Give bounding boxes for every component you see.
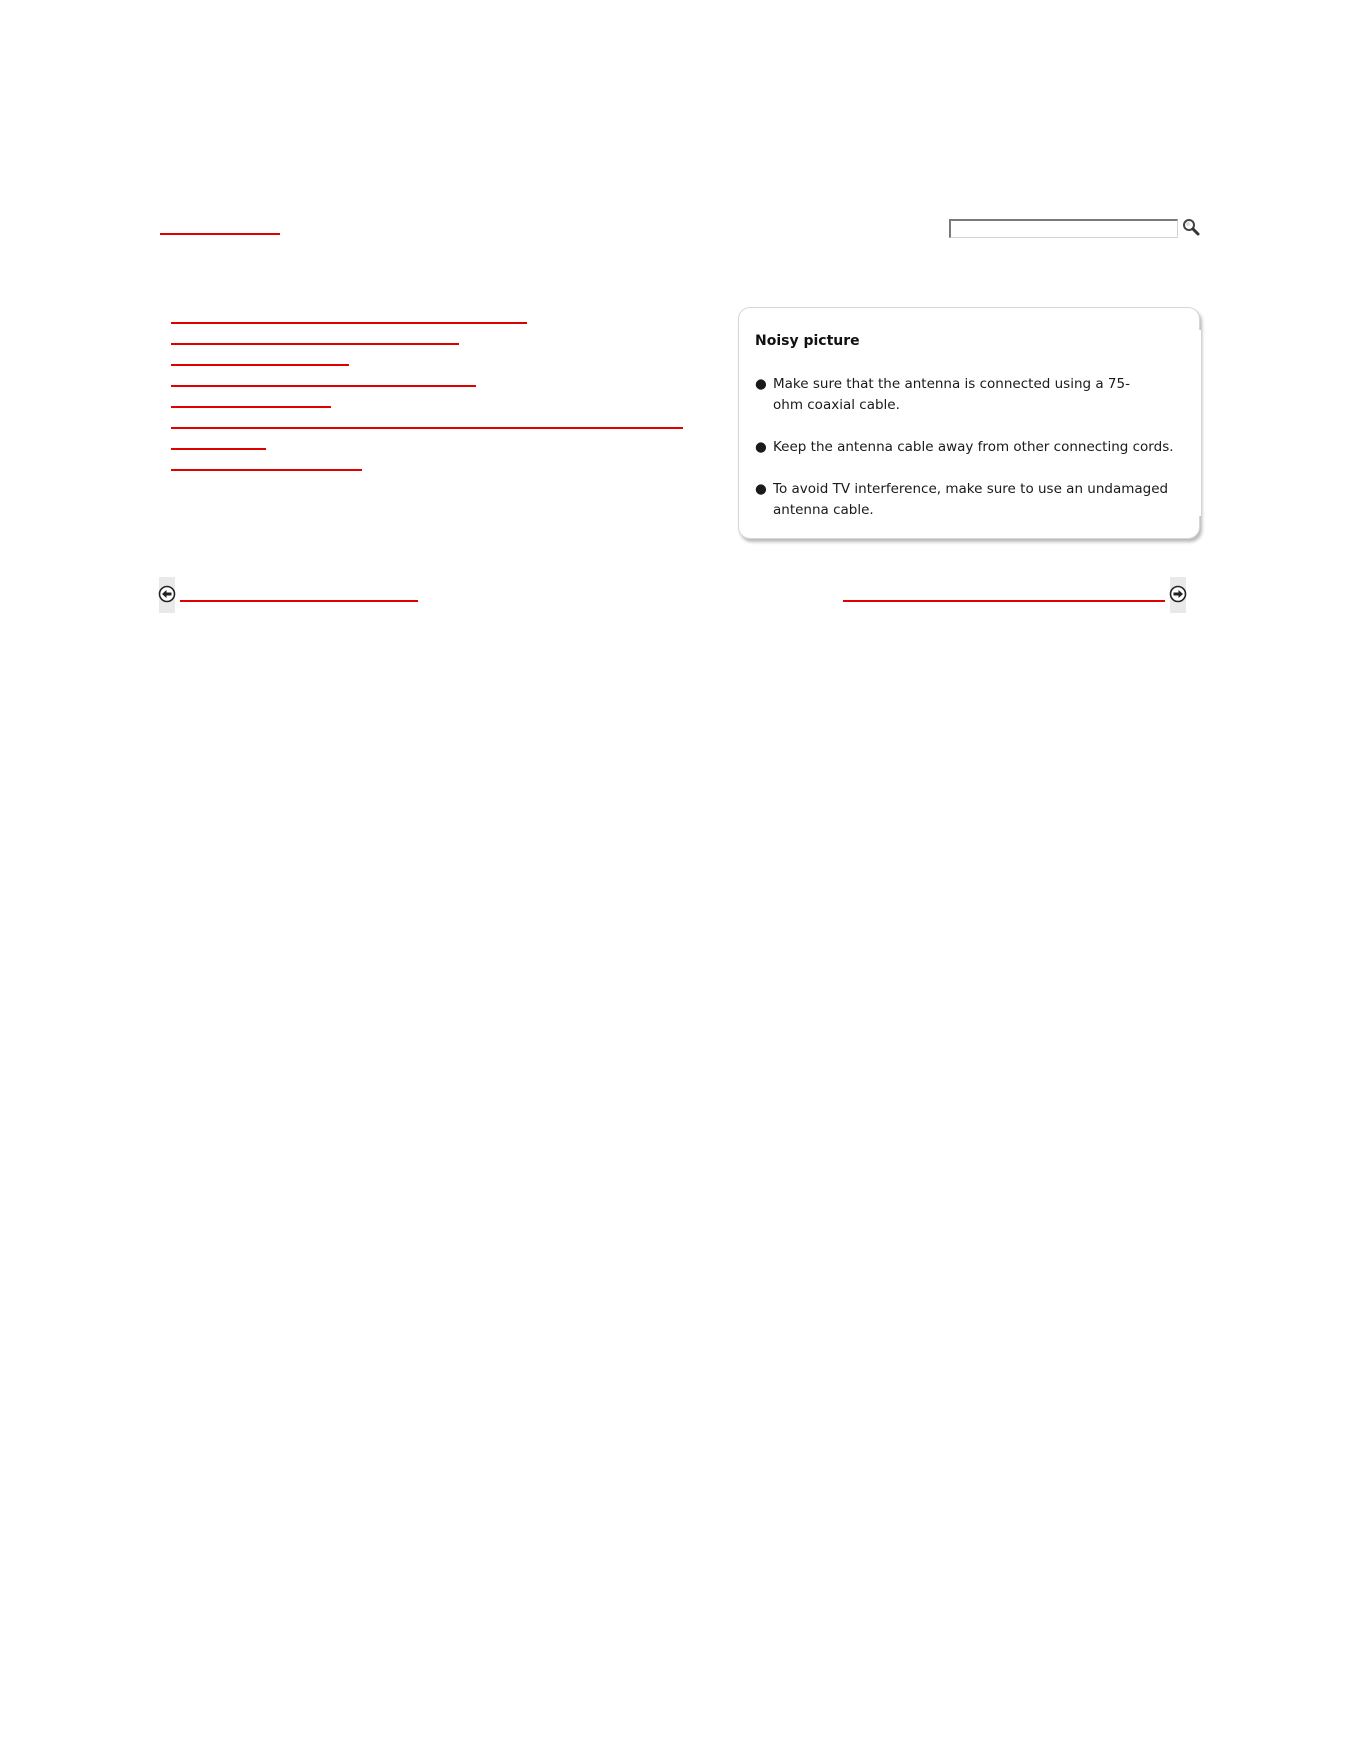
list-link-5[interactable] — [171, 406, 331, 408]
next-button[interactable] — [1169, 585, 1187, 603]
bullet-text: Keep the antenna cable away from other connecting cords. — [773, 439, 1174, 455]
list-link-6-cont[interactable] — [171, 448, 266, 450]
panel-title: Noisy picture — [755, 333, 860, 349]
search-input[interactable] — [949, 219, 1178, 238]
list-link-1[interactable] — [171, 322, 527, 324]
panel-edge — [1197, 330, 1201, 516]
next-link[interactable] — [843, 600, 1165, 602]
prev-link[interactable] — [180, 600, 418, 602]
troubleshooting-panel — [738, 307, 1200, 539]
list-link-2[interactable] — [171, 343, 459, 345]
bullet-text: To avoid TV interference, make sure to use an undamaged antenna cable. — [773, 481, 1169, 518]
bullet-text: Make sure that the antenna is connected using a 75-ohm coaxial cable. — [773, 376, 1130, 413]
search-button[interactable] — [1181, 217, 1201, 237]
arrow-right-circle-icon — [1169, 585, 1187, 603]
list-link-6[interactable] — [171, 427, 683, 429]
bullet-dot: ● — [755, 481, 767, 497]
top-link[interactable] — [160, 233, 280, 235]
bullet-dot: ● — [755, 376, 767, 392]
arrow-left-circle-icon — [158, 585, 176, 603]
list-link-7[interactable] — [171, 469, 362, 471]
magnifier-icon — [1181, 217, 1201, 237]
bullet-dot: ● — [755, 439, 767, 455]
list-link-4[interactable] — [171, 385, 476, 387]
list-link-3[interactable] — [171, 364, 349, 366]
prev-button[interactable] — [158, 585, 176, 603]
